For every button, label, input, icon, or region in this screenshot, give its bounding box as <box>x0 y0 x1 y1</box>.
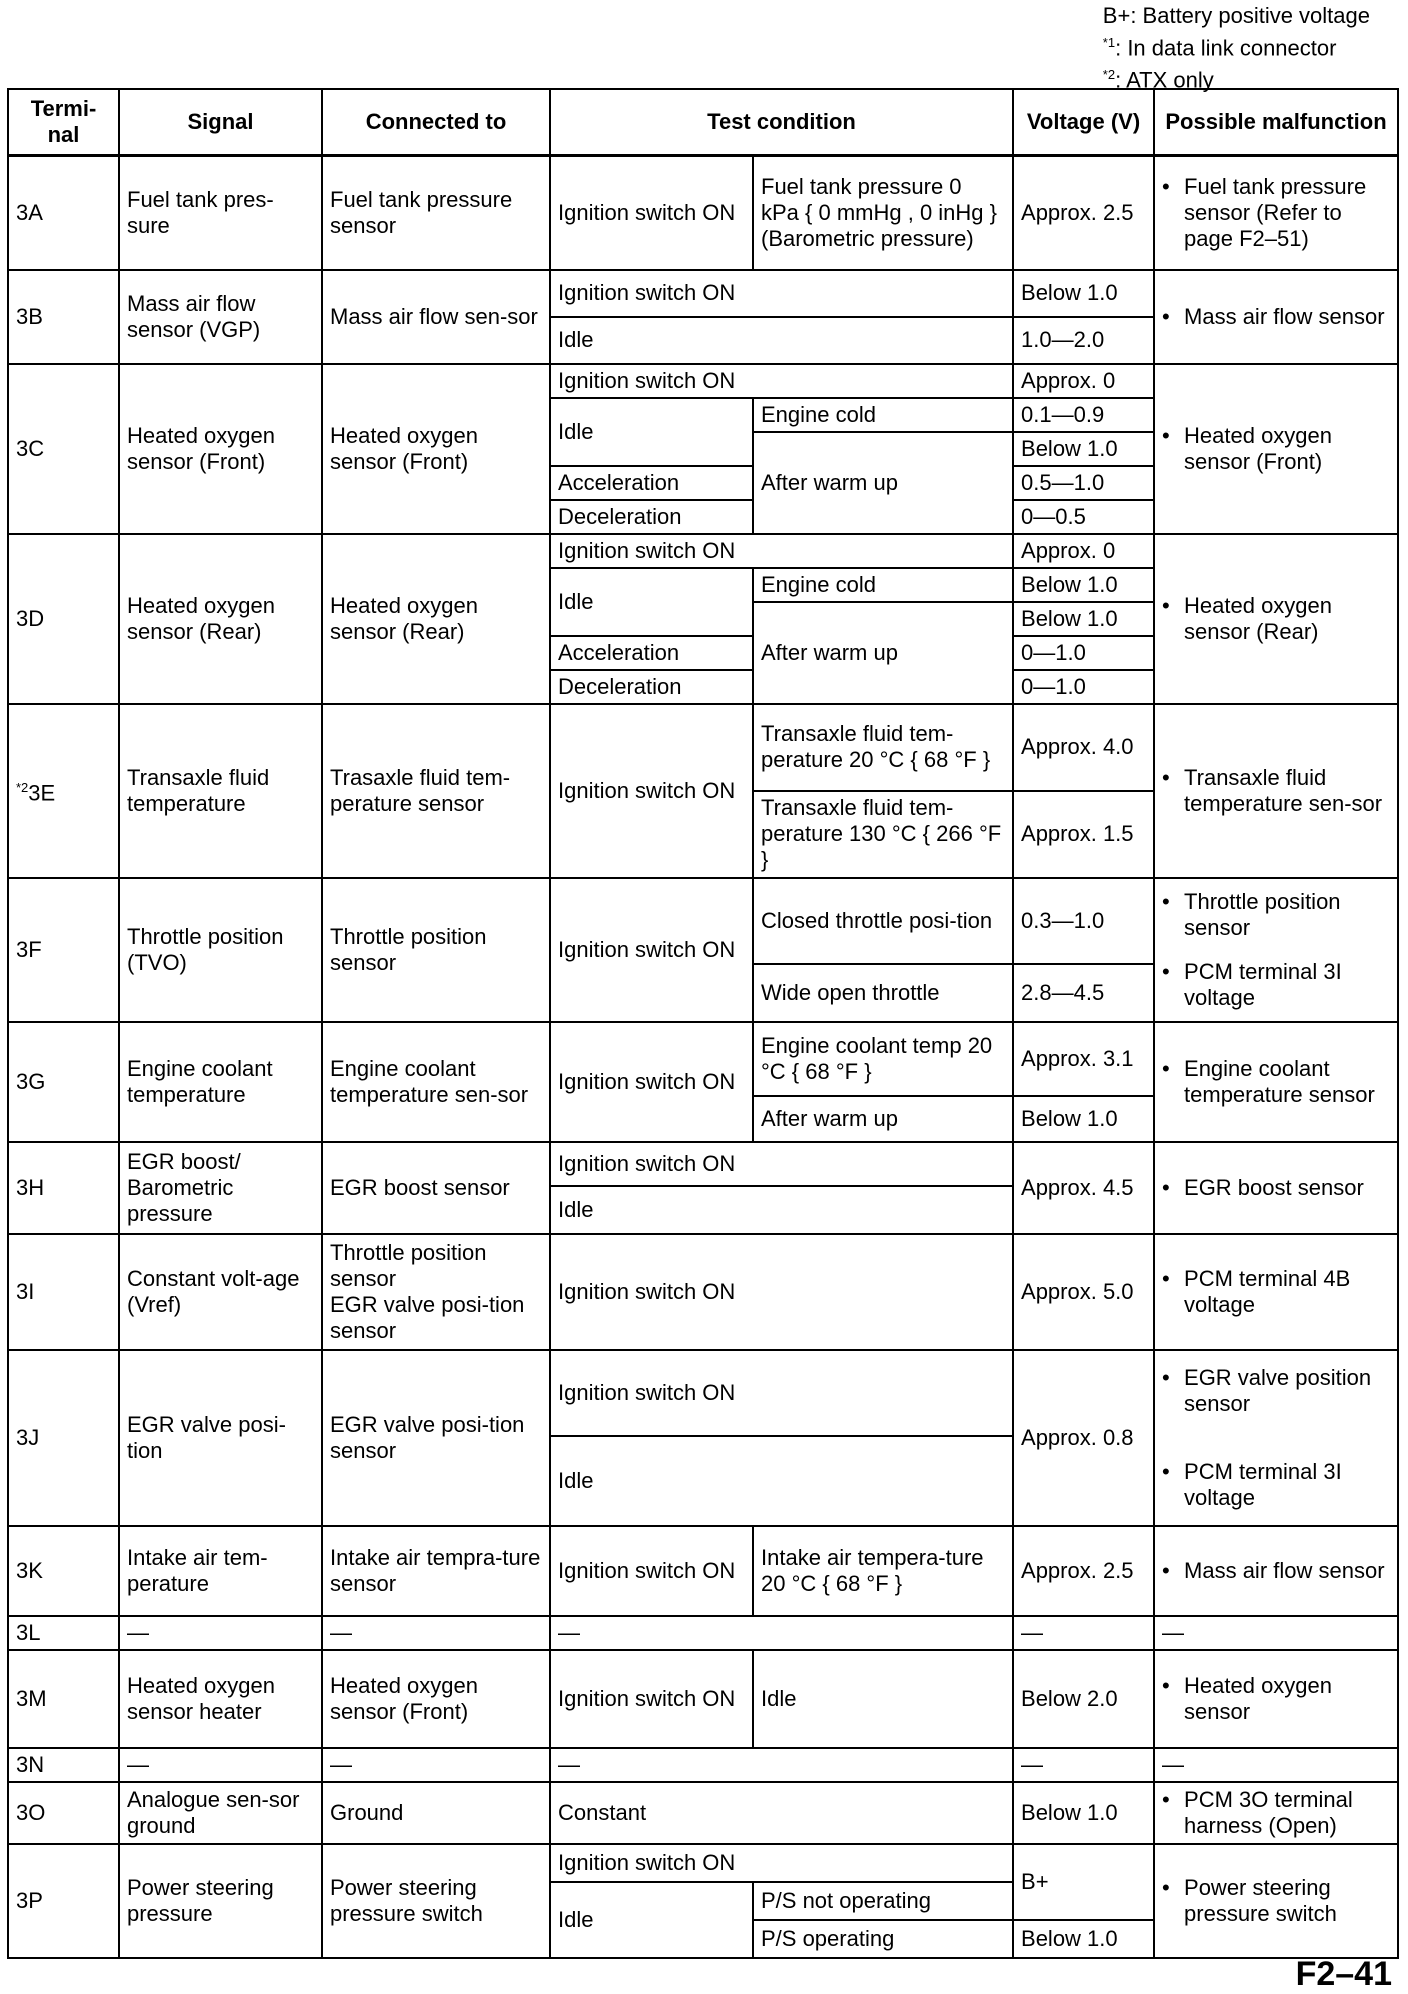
table-row <box>8 270 1398 317</box>
malfunction-cell <box>1154 1650 1398 1748</box>
terminal-cell: 3O <box>8 1782 119 1844</box>
condition-cell: Ignition switch ON <box>550 364 1013 398</box>
bullet-icon: • <box>1162 1874 1170 1900</box>
condition-cell: Ignition switch ON <box>550 1234 1013 1350</box>
bullet-icon: • <box>1162 1174 1170 1200</box>
malfunction-cell <box>1154 1142 1398 1234</box>
malfunction-cell <box>1154 1350 1398 1526</box>
condition-cell: Idle <box>550 568 753 636</box>
signal-cell: — <box>119 1748 322 1782</box>
malfunction-cell <box>1154 156 1398 270</box>
table-row <box>8 1748 1398 1782</box>
malfunction-text: Transaxle fluid temperature sen-sor <box>1184 764 1383 816</box>
terminal-cell: 3J <box>8 1350 119 1526</box>
terminal-cell: 3B <box>8 270 119 364</box>
malfunction-text: Throttle position sensor <box>1184 888 1341 940</box>
voltage-cell: 0—1.0 <box>1013 670 1154 704</box>
malfunction-text: PCM 3O terminal harness (Open) <box>1184 1786 1353 1838</box>
voltage-cell: 1.0—2.0 <box>1013 317 1154 364</box>
voltage-cell: 0.3—1.0 <box>1013 878 1154 964</box>
terminal-cell <box>8 704 119 878</box>
malfunction-cell <box>1154 534 1398 704</box>
malfunction-cell <box>1154 704 1398 878</box>
voltage-cell: Below 1.0 <box>1013 1096 1154 1142</box>
table-row <box>8 1650 1398 1748</box>
connected-cell: Fuel tank pressure sensor <box>322 156 550 270</box>
malfunction-text: Engine coolant temperature sensor <box>1184 1055 1375 1107</box>
connected-cell <box>322 1234 550 1350</box>
voltage-cell: Below 1.0 <box>1013 270 1154 317</box>
header-row <box>8 89 1398 156</box>
malfunction-cell: — <box>1154 1748 1398 1782</box>
condition-cell: Deceleration <box>550 500 753 534</box>
malfunction-text: PCM terminal 4B voltage <box>1184 1265 1351 1317</box>
malfunction-cell: — <box>1154 1616 1398 1650</box>
condition-cell: Ignition switch ON <box>550 1844 1013 1882</box>
condition-cell: Ignition switch ON <box>550 704 753 878</box>
connected-text: EGR valve posi-tion sensor <box>330 1291 525 1343</box>
voltage-cell: Approx. 1.5 <box>1013 791 1154 878</box>
malfunction-cell <box>1154 1234 1398 1350</box>
malfunction-text: Heated oxygen sensor (Rear) <box>1184 592 1333 644</box>
table-row <box>8 1526 1398 1616</box>
connected-cell: Engine coolant temperature sen-sor <box>322 1022 550 1142</box>
malfunction-cell <box>1154 1782 1398 1844</box>
connected-cell: Power steering pressure switch <box>322 1844 550 1958</box>
terminal-cell: 3P <box>8 1844 119 1958</box>
table-row <box>8 1782 1398 1844</box>
header-possible-malfunction: Possible malfunction <box>1154 89 1398 156</box>
condition-detail-cell: Fuel tank pressure 0 kPa { 0 mmHg , 0 inHg } (Barometric pressure) <box>753 156 1013 270</box>
table-row <box>8 1234 1398 1350</box>
condition-cell: Ignition switch ON <box>550 878 753 1022</box>
bullet-icon: • <box>1162 1055 1170 1081</box>
note-1-text: : In data link connector <box>1115 35 1337 61</box>
malfunction-cell <box>1154 878 1398 1022</box>
bullet-icon: • <box>1162 1786 1170 1812</box>
bullet-icon: • <box>1162 1458 1170 1484</box>
condition-cell: — <box>550 1616 1013 1650</box>
condition-cell: Constant <box>550 1782 1013 1844</box>
condition-detail-cell: Closed throttle posi-tion <box>753 878 1013 964</box>
connected-cell: — <box>322 1616 550 1650</box>
table-row <box>8 704 1398 791</box>
signal-cell: Mass air flow sensor (VGP) <box>119 270 322 364</box>
connected-cell: EGR valve posi-tion sensor <box>322 1350 550 1526</box>
terminal-cell: 3A <box>8 156 119 270</box>
table-row <box>8 1142 1398 1186</box>
condition-cell: Idle <box>550 317 1013 364</box>
malfunction-text: Mass air flow sensor <box>1184 303 1385 329</box>
table-row <box>8 1022 1398 1096</box>
header-terminal: Termi-nal <box>8 89 119 156</box>
condition-cell: Ignition switch ON <box>550 1650 753 1748</box>
malfunction-text: Heated oxygen sensor <box>1184 1672 1333 1724</box>
voltage-cell: 0—1.0 <box>1013 636 1154 670</box>
table-row <box>8 1616 1398 1650</box>
condition-detail-cell: Engine cold <box>753 568 1013 602</box>
malfunction-text: Mass air flow sensor <box>1184 1557 1385 1583</box>
bullet-icon: • <box>1162 592 1170 618</box>
condition-cell: Idle <box>550 1436 1013 1526</box>
connected-cell: EGR boost sensor <box>322 1142 550 1234</box>
terminal-cell: 3C <box>8 364 119 534</box>
condition-detail-cell: P/S operating <box>753 1920 1013 1958</box>
condition-cell: Ignition switch ON <box>550 270 1013 317</box>
signal-cell: Heated oxygen sensor (Front) <box>119 364 322 534</box>
voltage-cell: B+ <box>1013 1844 1154 1920</box>
connected-cell: Heated oxygen sensor (Front) <box>322 364 550 534</box>
condition-cell: Ignition switch ON <box>550 1350 1013 1436</box>
condition-detail-cell: After warm up <box>753 1096 1013 1142</box>
condition-detail-cell: After warm up <box>753 432 1013 534</box>
malfunction-cell <box>1154 1526 1398 1616</box>
bullet-icon: • <box>1162 1672 1170 1698</box>
voltage-cell: Below 2.0 <box>1013 1650 1154 1748</box>
terminal-cell: 3H <box>8 1142 119 1234</box>
bullet-icon: • <box>1162 1557 1170 1583</box>
note-1-mark: *1 <box>1102 35 1116 50</box>
condition-detail-cell: Transaxle fluid tem-perature 20 °C { 68 °F } <box>753 704 1013 791</box>
voltage-cell: Approx. 0.8 <box>1013 1350 1154 1526</box>
malfunction-cell <box>1154 270 1398 364</box>
terminal-cell: 3I <box>8 1234 119 1350</box>
signal-cell: Engine coolant temperature <box>119 1022 322 1142</box>
condition-cell: — <box>550 1748 1013 1782</box>
legend-bplus: B+: Battery positive voltage <box>1102 3 1370 28</box>
malfunction-text: Heated oxygen sensor (Front) <box>1184 422 1333 474</box>
malfunction-cell <box>1154 1844 1398 1958</box>
signal-cell: EGR valve posi-tion <box>119 1350 322 1526</box>
voltage-cell: Approx. 4.5 <box>1013 1142 1154 1234</box>
signal-cell: Transaxle fluid temperature <box>119 704 322 878</box>
condition-cell: Idle <box>550 1882 753 1958</box>
malfunction-cell <box>1154 1022 1398 1142</box>
condition-cell: Deceleration <box>550 670 753 704</box>
voltage-cell: — <box>1013 1748 1154 1782</box>
voltage-cell: Approx. 5.0 <box>1013 1234 1154 1350</box>
bullet-icon: • <box>1162 958 1170 984</box>
terminal-label: 3E <box>28 780 56 806</box>
condition-cell: Acceleration <box>550 466 753 500</box>
voltage-cell: Approx. 2.5 <box>1013 1526 1154 1616</box>
note-2-text: : ATX only <box>1115 67 1214 93</box>
bullet-icon: • <box>1162 1364 1170 1390</box>
table-row <box>8 156 1398 270</box>
signal-cell: Heated oxygen sensor heater <box>119 1650 322 1748</box>
table-row <box>8 534 1398 568</box>
bullet-icon: • <box>1162 422 1170 448</box>
terminal-cell: 3M <box>8 1650 119 1748</box>
terminal-cell: 3D <box>8 534 119 704</box>
voltage-cell: Approx. 4.0 <box>1013 704 1154 791</box>
condition-detail-cell: Transaxle fluid tem-perature 130 °C { 266 °F } <box>753 791 1013 878</box>
voltage-cell: Below 1.0 <box>1013 602 1154 636</box>
connected-cell: Ground <box>322 1782 550 1844</box>
signal-cell: — <box>119 1616 322 1650</box>
signal-cell: Heated oxygen sensor (Rear) <box>119 534 322 704</box>
voltage-cell: Approx. 0 <box>1013 534 1154 568</box>
signal-cell: Intake air tem-perature <box>119 1526 322 1616</box>
voltage-cell: Approx. 3.1 <box>1013 1022 1154 1096</box>
signal-cell: Power steering pressure <box>119 1844 322 1958</box>
voltage-cell: 0.5—1.0 <box>1013 466 1154 500</box>
condition-detail-cell: Idle <box>753 1650 1013 1748</box>
header-test-condition: Test condition <box>550 89 1013 156</box>
connected-cell: — <box>322 1748 550 1782</box>
malfunction-cell <box>1154 364 1398 534</box>
note-2-mark: *2 <box>1102 67 1116 83</box>
signal-cell: Analogue sen-sor ground <box>119 1782 322 1844</box>
condition-cell: Ignition switch ON <box>550 1526 753 1616</box>
condition-detail-cell: Intake air tempera-ture 20 °C { 68 °F } <box>753 1526 1013 1616</box>
terminal-cell: 3K <box>8 1526 119 1616</box>
condition-detail-cell: P/S not operating <box>753 1882 1013 1920</box>
table-row <box>8 1350 1398 1436</box>
malfunction-text: EGR boost sensor <box>1184 1174 1364 1200</box>
note-2-mark: *2 <box>16 779 29 795</box>
terminal-cell: 3N <box>8 1748 119 1782</box>
condition-detail-cell: Wide open throttle <box>753 964 1013 1022</box>
page-number: F2–41 <box>1295 1955 1392 1993</box>
terminal-cell: 3F <box>8 878 119 1022</box>
voltage-cell: 0.1—0.9 <box>1013 398 1154 432</box>
voltage-cell: 0—0.5 <box>1013 500 1154 534</box>
bullet-icon: • <box>1162 1265 1170 1291</box>
header-connected-to: Connected to <box>322 89 550 156</box>
table-row <box>8 364 1398 398</box>
voltage-cell: Below 1.0 <box>1013 432 1154 466</box>
voltage-cell: Below 1.0 <box>1013 1782 1154 1844</box>
malfunction-text: Fuel tank pressure sensor (Refer to page F2–51) <box>1184 173 1367 251</box>
voltage-cell: — <box>1013 1616 1154 1650</box>
voltage-cell: Below 1.0 <box>1013 568 1154 602</box>
connected-cell: Intake air tempra-ture sensor <box>322 1526 550 1616</box>
bullet-icon: • <box>1162 888 1170 914</box>
terminal-cell: 3L <box>8 1616 119 1650</box>
voltage-cell: 2.8—4.5 <box>1013 964 1154 1022</box>
voltage-cell: Approx. 0 <box>1013 364 1154 398</box>
bullet-icon: • <box>1162 303 1170 329</box>
connected-cell: Trasaxle fluid tem-perature sensor <box>322 704 550 878</box>
condition-cell: Acceleration <box>550 636 753 670</box>
condition-cell: Ignition switch ON <box>550 534 1013 568</box>
condition-detail-cell: After warm up <box>753 602 1013 704</box>
connected-cell: Heated oxygen sensor (Rear) <box>322 534 550 704</box>
header-voltage: Voltage (V) <box>1013 89 1154 156</box>
condition-detail-cell: Engine coolant temp 20 °C { 68 °F } <box>753 1022 1013 1096</box>
condition-cell: Ignition switch ON <box>550 1142 1013 1186</box>
legend <box>1103 2 1370 94</box>
signal-cell: Constant volt-age (Vref) <box>119 1234 322 1350</box>
condition-cell: Idle <box>550 398 753 466</box>
connected-cell: Mass air flow sen-sor <box>322 270 550 364</box>
condition-cell: Idle <box>550 1186 1013 1234</box>
condition-cell: Ignition switch ON <box>550 156 753 270</box>
bullet-icon: • <box>1162 173 1170 199</box>
malfunction-text: PCM terminal 3I voltage <box>1184 1458 1342 1510</box>
legend-note-1 <box>1103 29 1370 61</box>
condition-cell: Ignition switch ON <box>550 1022 753 1142</box>
header-signal: Signal <box>119 89 322 156</box>
signal-cell: EGR boost/ Barometric pressure <box>119 1142 322 1234</box>
terminal-cell: 3G <box>8 1022 119 1142</box>
connected-text: Throttle position sensor <box>330 1239 487 1291</box>
terminal-voltage-table <box>7 88 1399 1959</box>
bullet-icon: • <box>1162 764 1170 790</box>
voltage-cell: Below 1.0 <box>1013 1920 1154 1958</box>
condition-detail-cell: Engine cold <box>753 398 1013 432</box>
malfunction-text: PCM terminal 3I voltage <box>1184 958 1342 1010</box>
connected-cell: Throttle position sensor <box>322 878 550 1022</box>
connected-cell: Heated oxygen sensor (Front) <box>322 1650 550 1748</box>
signal-cell: Throttle position (TVO) <box>119 878 322 1022</box>
malfunction-text: Power steering pressure switch <box>1184 1874 1337 1926</box>
signal-cell: Fuel tank pres-sure <box>119 156 322 270</box>
malfunction-text: EGR valve position sensor <box>1184 1364 1372 1416</box>
table-row <box>8 878 1398 964</box>
table-row <box>8 1844 1398 1882</box>
voltage-cell: Approx. 2.5 <box>1013 156 1154 270</box>
